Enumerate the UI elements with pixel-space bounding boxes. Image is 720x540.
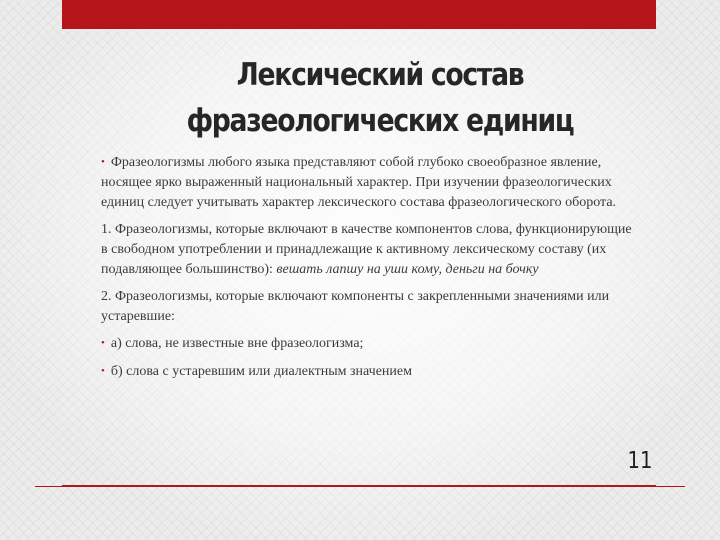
point-1-paragraph — [101, 220, 641, 280]
intro-text: Фразеологизмы любого языка представляют собой глубоко своеобразное явление, носящее ярко выраженный национальный характер. При изучении фразеологических единиц следует учитывать характер лексического состава фразеологического оборота. — [101, 155, 617, 210]
intro-paragraph — [101, 153, 641, 213]
point-2-paragraph — [101, 287, 641, 327]
slide-content — [101, 153, 641, 390]
bullet-icon: • — [101, 156, 105, 168]
point-1-text: 1. Фразеологизмы, которые включают в качестве компонентов слова, функционирующие в свободном употреблении и принадлежащие к активному лексическому составу (их подавляющее большинство): — [101, 222, 632, 277]
point-1-example: вешать лапшу на уши кому, деньги на бочку — [276, 262, 539, 277]
top-accent-bar — [62, 0, 656, 29]
sub-item-b-text: б) слова с устаревшим или диалектным значением — [110, 364, 412, 379]
bottom-divider-thick — [62, 485, 656, 487]
title-line-2: фразеологических единиц — [186, 103, 574, 139]
bullet-icon: • — [101, 365, 105, 377]
sub-item-b — [101, 362, 641, 382]
bullet-icon: • — [101, 337, 105, 349]
point-2-text: 2. Фразеологизмы, которые включают компоненты с закрепленными значениями или устаревшие: — [101, 289, 610, 324]
sub-item-a-text: а) слова, не известные вне фразеологизма; — [110, 336, 364, 351]
page-number: 11 — [627, 448, 653, 474]
title-line-1: Лексический состав — [236, 57, 524, 93]
sub-item-a — [101, 334, 641, 354]
slide-title — [139, 52, 621, 144]
